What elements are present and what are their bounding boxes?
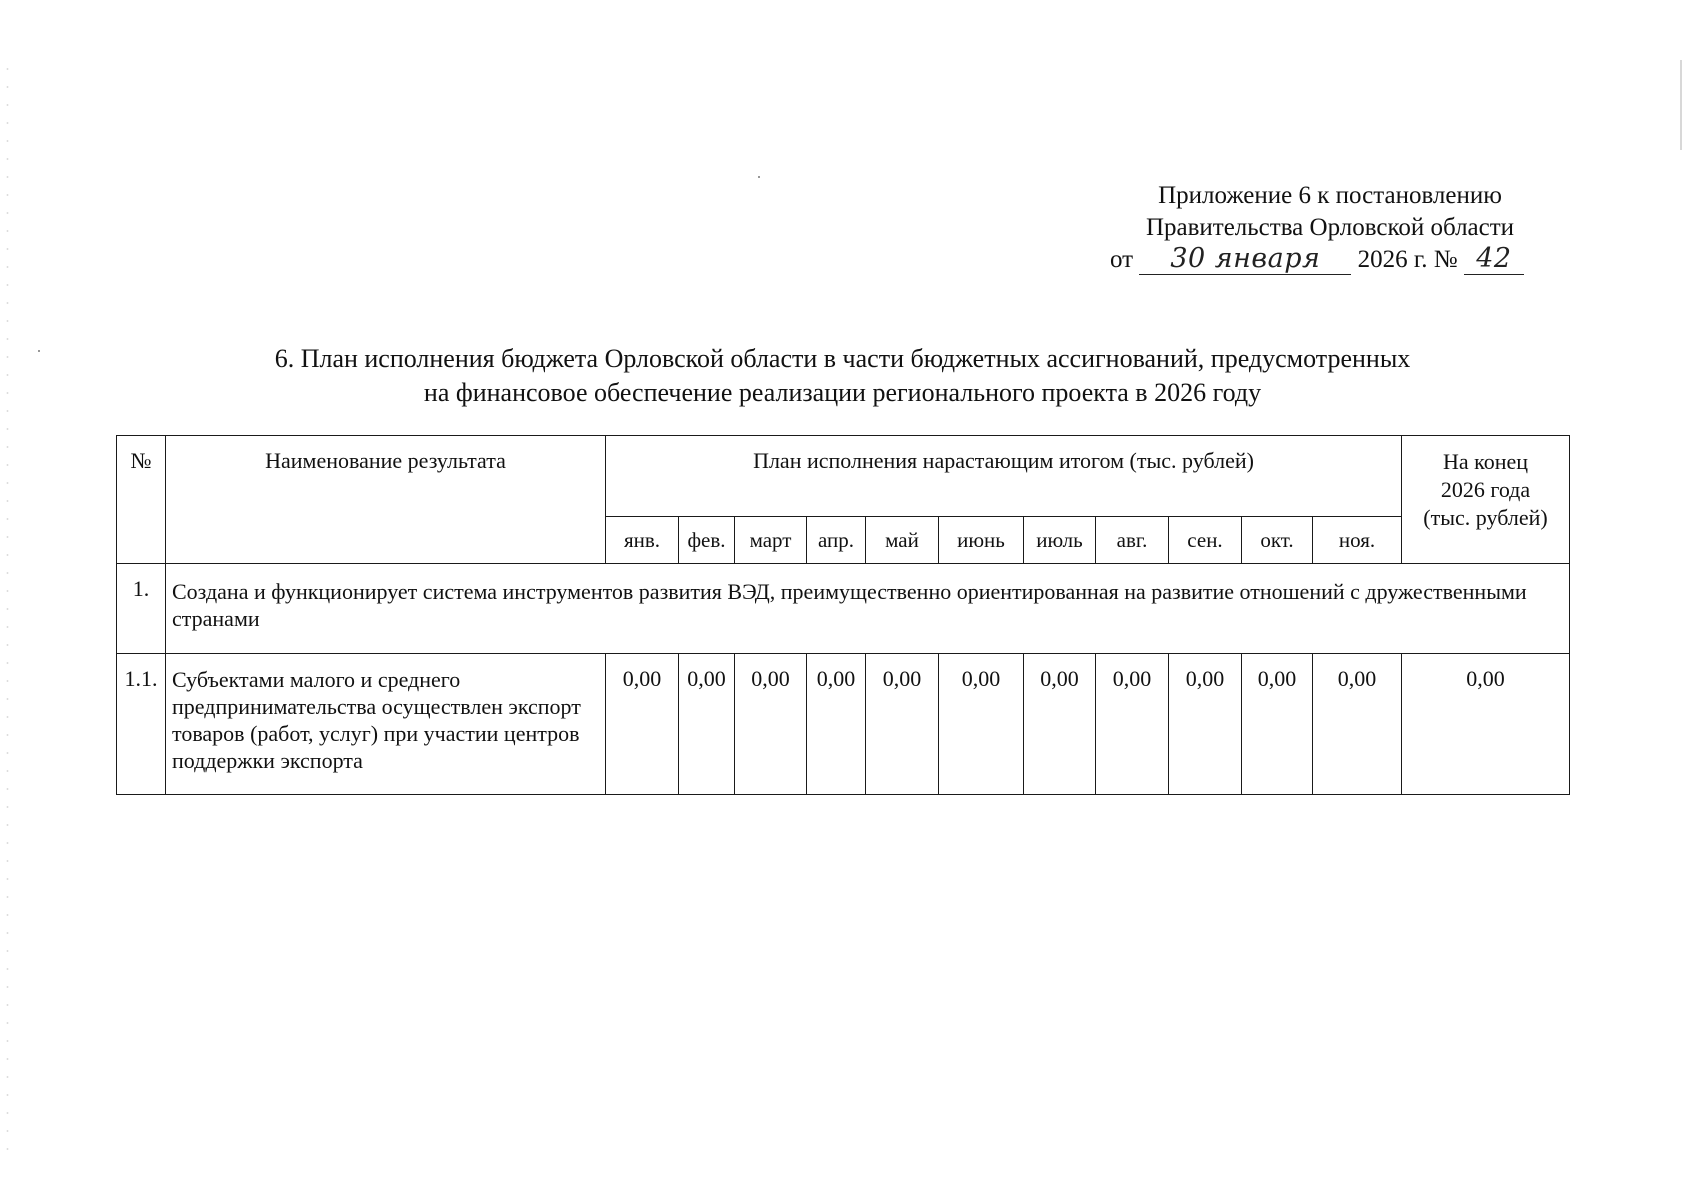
header-row bbox=[117, 436, 1570, 517]
scan-speck bbox=[758, 176, 760, 178]
title-line-1: 6. План исполнения бюджета Орловской области в части бюджетных ассигнований, предусмотренных bbox=[274, 344, 1411, 373]
handwritten-date: 30 января bbox=[1170, 243, 1321, 274]
budget-plan-table bbox=[116, 435, 1570, 795]
month-value: 0,00 bbox=[1024, 654, 1096, 795]
month-value: 0,00 bbox=[679, 654, 735, 795]
scan-speck bbox=[38, 350, 40, 352]
title-line-2: на финансовое обеспечение реализации регионального проекта в 2026 году bbox=[423, 378, 1262, 407]
month-value: 0,00 bbox=[1313, 654, 1402, 795]
row-number: 1.1. bbox=[117, 654, 166, 795]
month-header: июль bbox=[1024, 517, 1096, 564]
year-end-value: 0,00 bbox=[1402, 654, 1570, 795]
appendix-date-line bbox=[1080, 244, 1580, 276]
month-header: янв. bbox=[606, 517, 679, 564]
month-header: сен. bbox=[1169, 517, 1242, 564]
result-name: Создана и функционирует система инструментов развития ВЭД, преимущественно ориентированная на развитие отношений с дружественными странами bbox=[166, 564, 1570, 654]
date-suffix: 2026 г. № bbox=[1357, 246, 1458, 273]
month-value: 0,00 bbox=[606, 654, 679, 795]
month-header: май bbox=[866, 517, 939, 564]
month-header: авг. bbox=[1096, 517, 1169, 564]
header-year-end bbox=[1402, 436, 1570, 564]
header-number: № bbox=[117, 436, 166, 564]
handwritten-number: 42 bbox=[1476, 243, 1512, 274]
appendix-note bbox=[1080, 180, 1580, 276]
header-year-end-line-2: 2026 года bbox=[1440, 477, 1531, 502]
header-year-end-line-1: На конец bbox=[1442, 449, 1529, 474]
month-header: ноя. bbox=[1313, 517, 1402, 564]
date-prefix: от bbox=[1110, 246, 1134, 273]
month-header: фев. bbox=[679, 517, 735, 564]
scan-edge-mark bbox=[1680, 60, 1682, 150]
month-value: 0,00 bbox=[735, 654, 807, 795]
month-value: 0,00 bbox=[866, 654, 939, 795]
month-value: 0,00 bbox=[1242, 654, 1313, 795]
month-header: окт. bbox=[1242, 517, 1313, 564]
month-header: июнь bbox=[939, 517, 1024, 564]
number-field bbox=[1464, 245, 1524, 275]
scan-margin-marks bbox=[6, 60, 9, 1160]
month-value: 0,00 bbox=[1169, 654, 1242, 795]
month-value: 0,00 bbox=[807, 654, 866, 795]
month-value: 0,00 bbox=[939, 654, 1024, 795]
appendix-line-2: Правительства Орловской области bbox=[1145, 214, 1515, 241]
month-header: март bbox=[735, 517, 807, 564]
result-name: Субъектами малого и среднего предпринимательства осуществлен экспорт товаров (работ, услуг) при участии центров поддержки экспорта bbox=[166, 654, 606, 795]
table-row bbox=[117, 654, 1570, 795]
month-header: апр. bbox=[807, 517, 866, 564]
table-row bbox=[117, 564, 1570, 654]
row-number: 1. bbox=[117, 564, 166, 654]
header-year-end-line-3: (тыс. рублей) bbox=[1423, 505, 1548, 530]
date-field bbox=[1139, 245, 1351, 275]
header-result-name: Наименование результата bbox=[166, 436, 606, 564]
document-title bbox=[180, 342, 1505, 410]
header-plan: План исполнения нарастающим итогом (тыс. рублей) bbox=[606, 436, 1402, 517]
month-value: 0,00 bbox=[1096, 654, 1169, 795]
appendix-line-1: Приложение 6 к постановлению bbox=[1158, 182, 1502, 209]
